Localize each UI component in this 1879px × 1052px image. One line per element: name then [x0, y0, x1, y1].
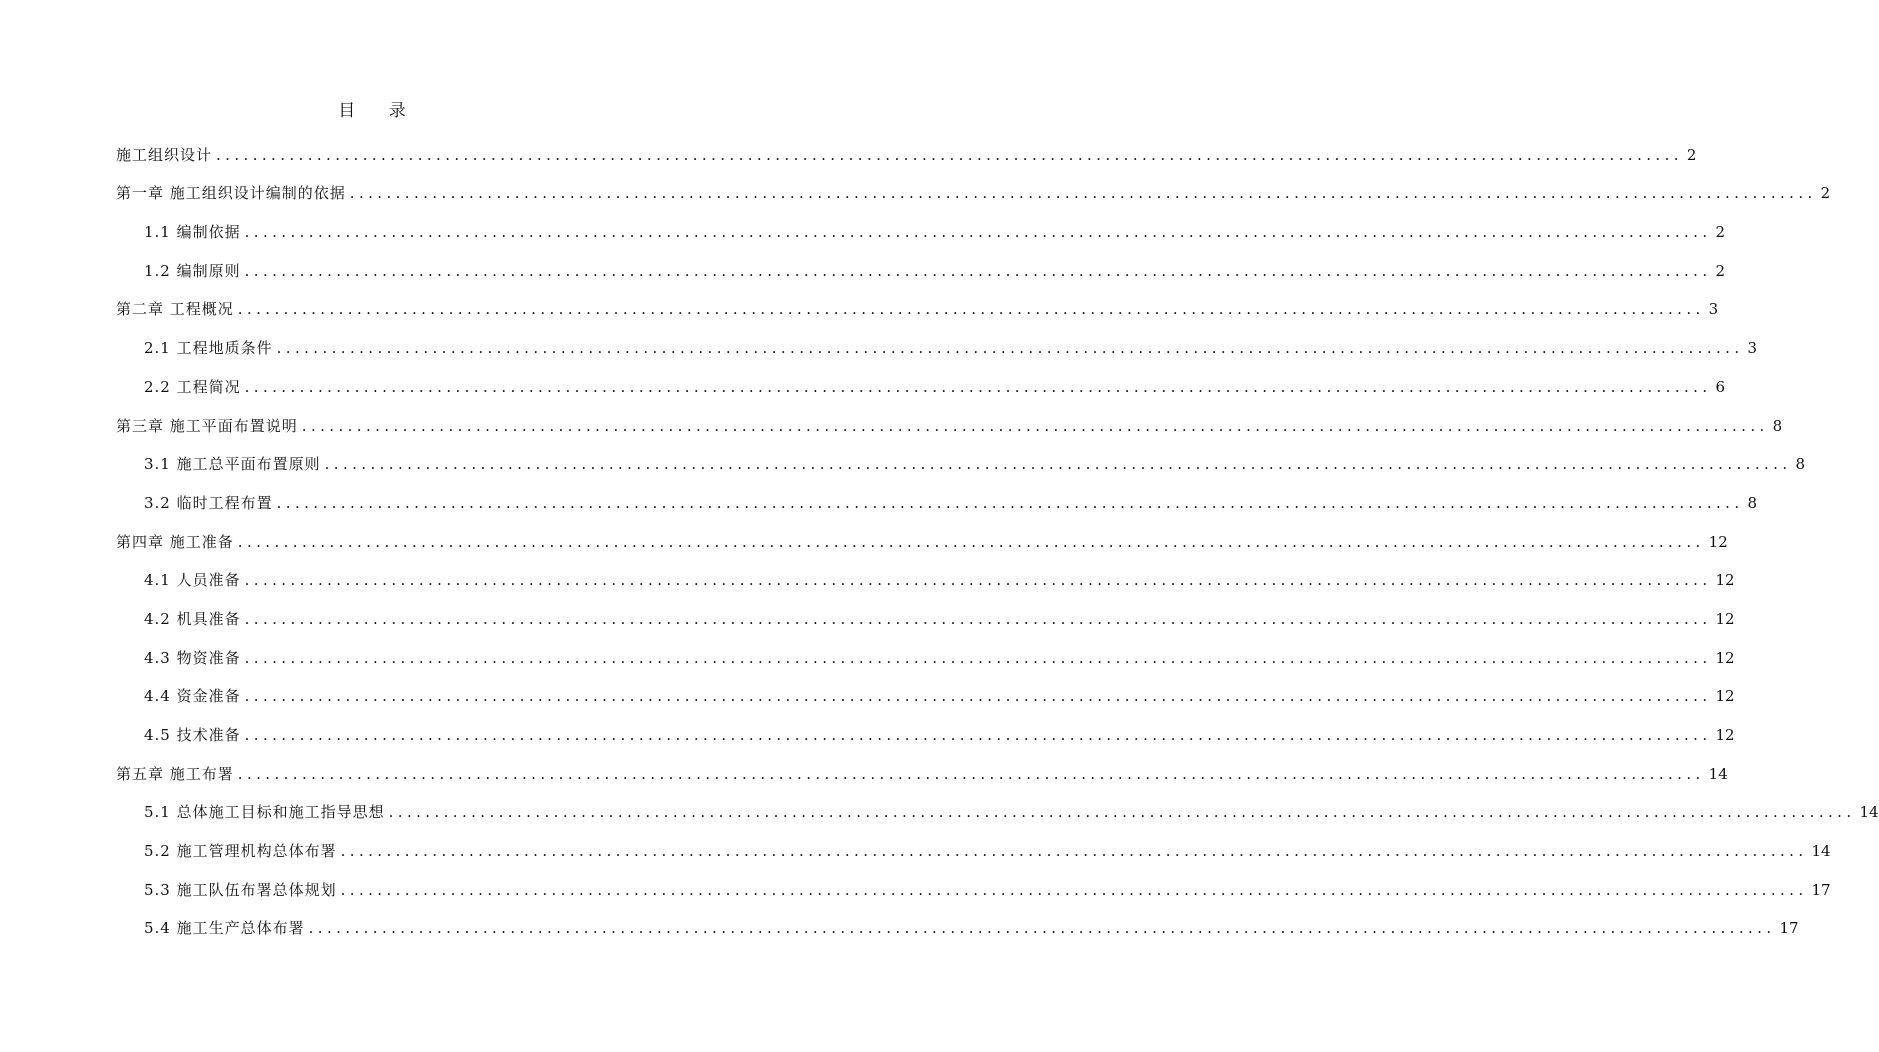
toc-entry-label: 第一章 施工组织设计编制的依据: [116, 184, 346, 203]
toc-dot-leader: ................................................................................................................................................................: [237, 300, 1705, 319]
toc-title: 目 录: [338, 101, 420, 121]
toc-entry-label: 4.3 物资准备: [144, 648, 241, 667]
toc-entry[interactable]: [116, 325, 1758, 364]
toc-entry-page-number: 14: [1859, 803, 1879, 822]
toc-entry-page-number: 3: [1708, 300, 1719, 319]
toc-entry-page-number: 12: [1715, 648, 1735, 667]
toc-entry-label: 4.5 技术准备: [144, 726, 241, 744]
toc-entry-label: 2.2 工程简况: [144, 377, 241, 396]
toc-entry-label: 3.1 施工总平面布置原则: [144, 455, 321, 474]
toc-entry[interactable]: [116, 442, 1806, 481]
toc-entry-page-number: 3: [1747, 339, 1758, 358]
toc-entry[interactable]: [116, 171, 1831, 210]
toc-entry-label: 2.1 工程地质条件: [144, 339, 273, 358]
toc-entry[interactable]: [116, 403, 1783, 442]
toc-entry-page-number: 8: [1747, 493, 1758, 512]
toc-entry[interactable]: [116, 209, 1726, 248]
toc-entry-label: 4.4 资金准备: [144, 687, 241, 706]
toc-entry-label: 第四章 施工准备: [116, 532, 234, 551]
toc-entry[interactable]: [116, 906, 1799, 945]
toc-entry-label: 3.2 临时工程布置: [144, 493, 273, 512]
toc-entry-label: 4.1 人员准备: [144, 571, 241, 590]
toc-dot-leader: ................................................................................................................................................................: [340, 842, 1808, 861]
toc-entry[interactable]: [116, 480, 1758, 519]
toc-entry-page-number: 17: [1779, 919, 1799, 938]
toc-entry-page-number: 17: [1811, 880, 1831, 899]
toc-dot-leader: ................................................................................................................................................................: [340, 880, 1808, 899]
toc-dot-leader: ................................................................................................................................................................: [237, 532, 1705, 551]
toc-entry-label: 第五章 施工布署: [116, 764, 234, 783]
toc-entry[interactable]: [116, 287, 1719, 326]
toc-entry[interactable]: [116, 596, 1735, 635]
toc-entry-label: 5.1 总体施工目标和施工指导思想: [144, 803, 385, 822]
toc-entry[interactable]: [116, 519, 1728, 558]
toc-dot-leader: ................................................................................................................................................................: [349, 184, 1817, 203]
toc-dot-leader: ................................................................................................................................................................: [388, 803, 1856, 822]
toc-entry[interactable]: [116, 790, 1879, 829]
toc-entry[interactable]: [116, 674, 1735, 713]
toc-entry-label: 第二章 工程概况: [116, 300, 234, 319]
toc-entry[interactable]: [116, 558, 1735, 597]
toc-entry-page-number: 2: [1715, 261, 1726, 280]
toc-entry-page-number: 2: [1820, 184, 1831, 203]
toc-dot-leader: ................................................................................................................................................................: [308, 919, 1776, 938]
toc-entry-label: 第三章 施工平面布置说明: [116, 416, 298, 435]
toc-entry[interactable]: [116, 248, 1726, 287]
toc-entry-label: 4.2 机具准备: [144, 609, 241, 628]
toc-entry[interactable]: [116, 635, 1735, 674]
toc-entry[interactable]: [116, 712, 1735, 751]
toc-dot-leader: ................................................................................................................................................................: [244, 261, 1712, 280]
toc-entry-label: 5.3 施工队伍布署总体规划: [144, 880, 337, 899]
toc-entry-label: 5.2 施工管理机构总体布署: [144, 842, 337, 861]
toc-dot-leader: ................................................................................................................................................................: [216, 145, 1683, 164]
toc-dot-leader: ................................................................................................................................................................: [276, 339, 1744, 358]
toc-entry-label: 1.2 编制原则: [144, 261, 241, 280]
toc-entry-page-number: 12: [1715, 571, 1735, 590]
toc-dot-leader: ................................................................................................................................................................: [237, 764, 1705, 783]
toc-entry[interactable]: [116, 364, 1726, 403]
toc-dot-leader: ................................................................................................................................................................: [324, 455, 1792, 474]
toc-entry-page-number: 6: [1715, 377, 1726, 396]
toc-dot-leader: ................................................................................................................................................................: [244, 648, 1712, 667]
toc-dot-leader: ................................................................................................................................................................: [244, 609, 1712, 628]
toc-entry-page-number: 2: [1686, 145, 1697, 164]
toc-dot-leader: ................................................................................................................................................................: [244, 726, 1712, 744]
toc-dot-leader: ................................................................................................................................................................: [244, 377, 1712, 396]
toc-entry-label: 5.4 施工生产总体布署: [144, 919, 305, 938]
toc-entry-page-number: 2: [1715, 223, 1726, 242]
toc-list: [116, 132, 1879, 944]
toc-entry-page-number: 8: [1795, 455, 1806, 474]
toc-entry-page-number: 14: [1811, 842, 1831, 861]
toc-entry-label: 1.1 编制依据: [144, 223, 241, 242]
toc-entry-label: 施工组织设计: [116, 145, 213, 164]
toc-dot-leader: ................................................................................................................................................................: [276, 493, 1744, 512]
toc-entry-page-number: 12: [1715, 609, 1735, 628]
toc-dot-leader: ................................................................................................................................................................: [244, 571, 1712, 590]
toc-dot-leader: ................................................................................................................................................................: [301, 416, 1769, 435]
toc-entry-page-number: 8: [1772, 416, 1783, 435]
toc-entry-page-number: 12: [1715, 687, 1735, 706]
toc-entry-page-number: 12: [1715, 726, 1735, 744]
toc-dot-leader: ................................................................................................................................................................: [244, 223, 1712, 242]
toc-entry[interactable]: [116, 751, 1728, 790]
toc-entry[interactable]: [116, 132, 1697, 171]
toc-dot-leader: ................................................................................................................................................................: [244, 687, 1712, 706]
toc-entry-page-number: 12: [1708, 532, 1728, 551]
toc-entry[interactable]: [116, 867, 1831, 906]
toc-entry[interactable]: [116, 828, 1831, 867]
toc-entry-page-number: 14: [1708, 764, 1728, 783]
